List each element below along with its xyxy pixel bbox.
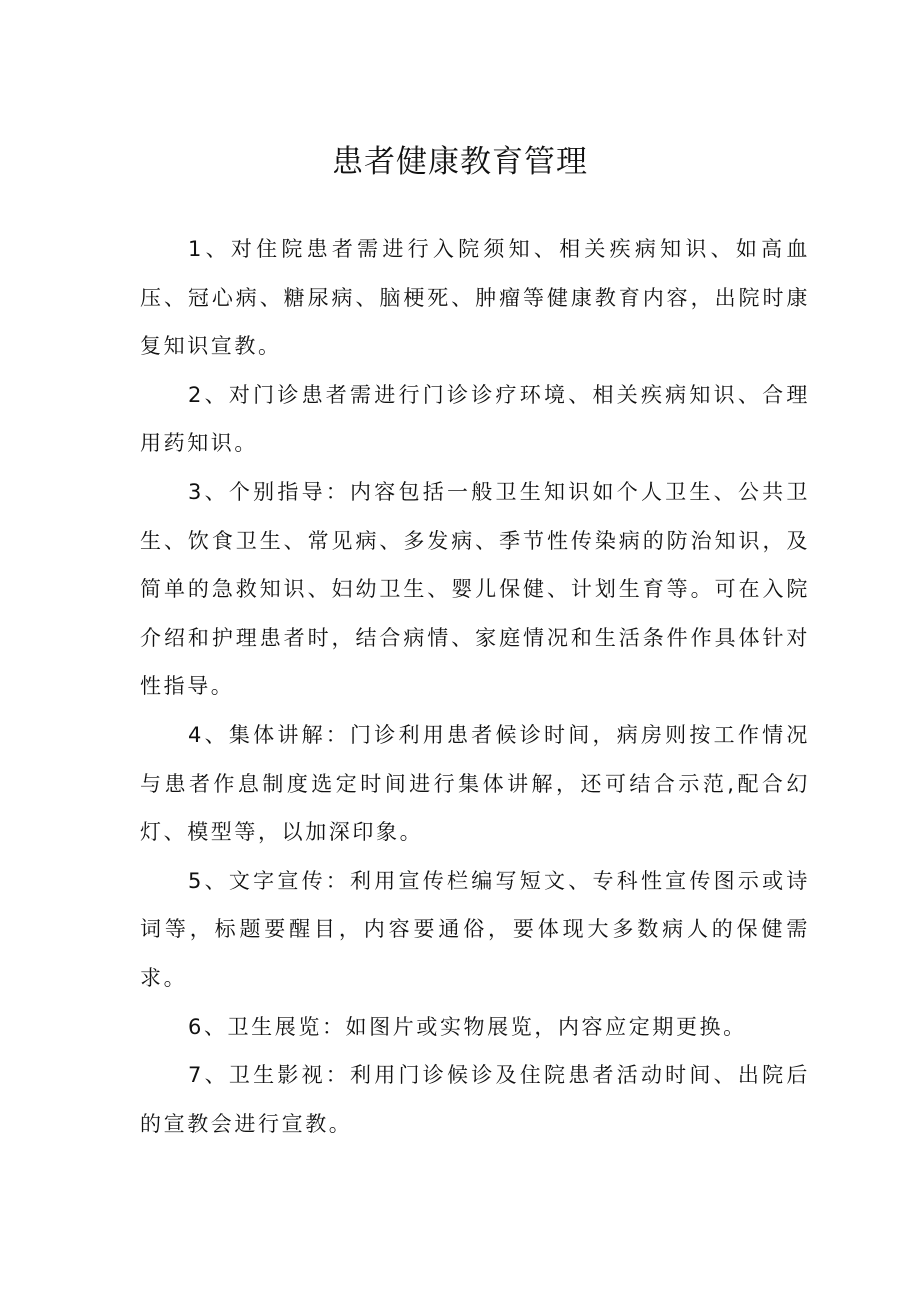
paragraph-4: 4、集体讲解：门诊利用患者候诊时间，病房则按工作情况与患者作息制度选定时间进行集体讲解，还可结合示范,配合幻灯、模型等，以加深印象。 <box>140 722 810 845</box>
paragraph-7: 7、卫生影视：利用门诊候诊及住院患者活动时间、出院后的宣教会进行宣教。 <box>140 1063 810 1136</box>
paragraph-5: 5、文字宣传：利用宣传栏编写短文、专科性宣传图示或诗词等，标题要醒目，内容要通俗，要体现大多数病人的保健需求。 <box>140 868 810 990</box>
paragraph-3: 3、个别指导：内容包括一般卫生知识如个人卫生、公共卫生、饮食卫生、常见病、多发病、季节性传染病的防治知识，及简单的急救知识、妇幼卫生、婴儿保健、计划生育等。可在入院介绍和护理患者时，结合病情、家庭情况和生活条件作具体针对性指导。 <box>140 479 810 699</box>
document-body <box>140 225 810 1148</box>
paragraph-2: 2、对门诊患者需进行门诊诊疗环境、相关疾病知识、合理用药知识。 <box>140 382 810 456</box>
document-title: 患者健康教育管理 <box>332 144 588 180</box>
paragraph-6: 6、卫生展览：如图片或实物展览，内容应定期更换。 <box>188 1014 747 1039</box>
paragraph-1: 1、对住院患者需进行入院须知、相关疾病知识、如高血压、冠心病、糖尿病、脑梗死、肿瘤等健康教育内容，出院时康复知识宣教。 <box>140 237 810 359</box>
